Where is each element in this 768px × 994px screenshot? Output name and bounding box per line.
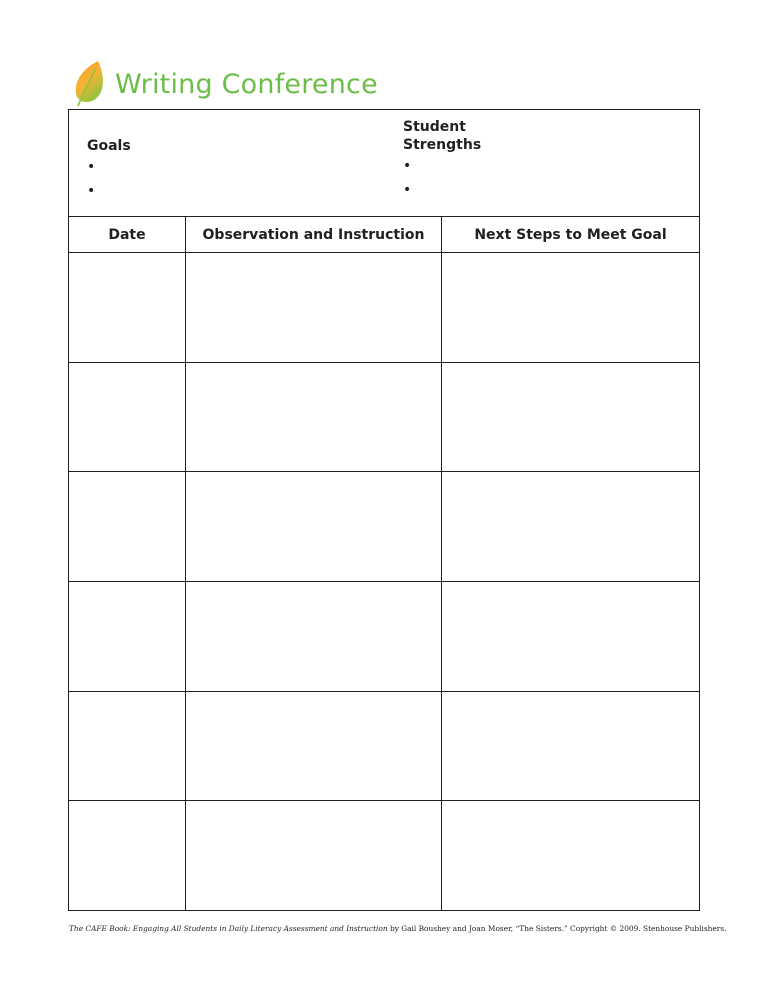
table-row xyxy=(69,801,699,910)
page-title: Writing Conference xyxy=(115,68,378,100)
date-cell[interactable] xyxy=(69,253,186,362)
next-steps-cell[interactable] xyxy=(442,253,699,362)
goals-block xyxy=(87,137,131,203)
observation-cell[interactable] xyxy=(186,253,442,362)
strength-bullet: • xyxy=(403,182,412,198)
next-steps-cell[interactable] xyxy=(442,363,699,472)
table-row xyxy=(69,692,699,802)
next-steps-cell[interactable] xyxy=(442,692,699,801)
conference-form xyxy=(68,109,700,911)
leaf-icon xyxy=(72,58,112,110)
table-row xyxy=(69,363,699,473)
date-cell[interactable] xyxy=(69,582,186,691)
observation-cell[interactable] xyxy=(186,363,442,472)
strengths-block xyxy=(403,118,483,202)
table-body xyxy=(69,253,699,910)
observation-cell[interactable] xyxy=(186,582,442,691)
goal-bullet: • xyxy=(87,159,96,175)
copyright-credit: by Gail Boushey and Joan Moser, “The Sisters.” Copyright © 2009. Stenhouse Publishers. xyxy=(387,924,727,933)
book-title: The CAFE Book: Engaging All Students in Daily Literacy Assessment and Instruction xyxy=(69,924,388,933)
strengths-label: Student Strengths xyxy=(403,119,482,153)
table-row xyxy=(69,253,699,363)
column-header-date: Date xyxy=(69,217,186,252)
date-cell[interactable] xyxy=(69,692,186,801)
table-header xyxy=(69,217,699,253)
observation-cell[interactable] xyxy=(186,472,442,581)
date-cell[interactable] xyxy=(69,801,186,910)
table-row xyxy=(69,472,699,582)
goal-bullet: • xyxy=(87,183,96,199)
table-row xyxy=(69,582,699,692)
next-steps-cell[interactable] xyxy=(442,801,699,910)
next-steps-cell[interactable] xyxy=(442,472,699,581)
column-header-observation: Observation and Instruction xyxy=(186,217,442,252)
strength-bullet: • xyxy=(403,158,412,174)
observation-cell[interactable] xyxy=(186,692,442,801)
next-steps-cell[interactable] xyxy=(442,582,699,691)
copyright-footer xyxy=(69,924,726,933)
goals-section xyxy=(69,110,699,217)
date-cell[interactable] xyxy=(69,472,186,581)
date-cell[interactable] xyxy=(69,363,186,472)
column-header-next-steps: Next Steps to Meet Goal xyxy=(474,226,667,243)
observation-cell[interactable] xyxy=(186,801,442,910)
goals-label: Goals xyxy=(87,138,131,154)
page-header xyxy=(72,58,378,110)
